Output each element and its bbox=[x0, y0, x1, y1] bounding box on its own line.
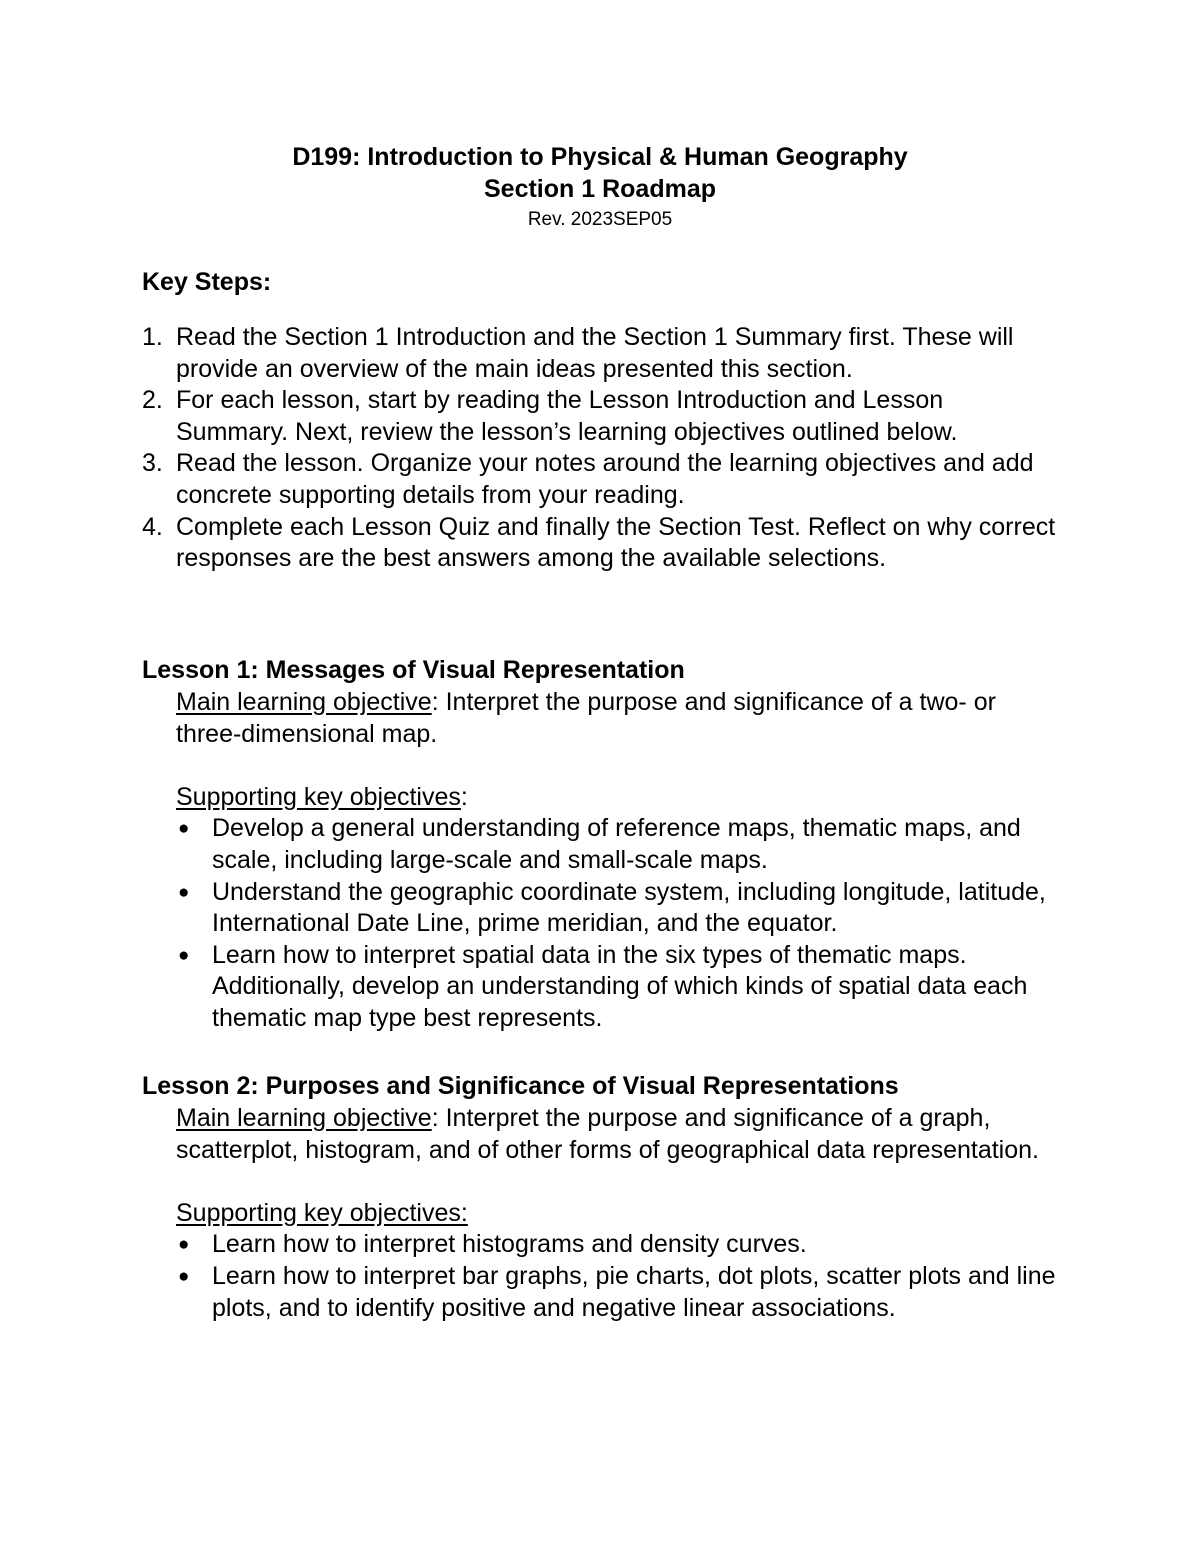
key-step-item bbox=[142, 385, 1062, 448]
supporting-objectives-list bbox=[176, 1229, 1062, 1324]
step-number: 4. bbox=[142, 512, 163, 541]
objective-bullet-item bbox=[176, 813, 1062, 876]
objective-bullet-text: Learn how to interpret histograms and density curves. bbox=[212, 1230, 807, 1259]
main-objective-text: Interpret the purpose and significance of a graph, scatterplot, histogram, and of other forms of geographical data representation. bbox=[176, 1104, 1039, 1164]
step-number: 2. bbox=[142, 386, 163, 415]
lesson-2-section bbox=[142, 1070, 1062, 1324]
main-objective-text: Interpret the purpose and significance of a two- or three-dimensional map. bbox=[176, 688, 996, 748]
main-objective-label-suffix: : bbox=[431, 1104, 439, 1132]
bullet-dot-icon: ● bbox=[178, 1234, 190, 1256]
key-step-item bbox=[142, 448, 1062, 511]
step-text: Read the Section 1 Introduction and the Section 1 Summary first. These will provide an overview of the main ideas presented this section. bbox=[176, 323, 1014, 383]
main-learning-objective bbox=[176, 1103, 1062, 1166]
lesson-2-body bbox=[142, 1103, 1062, 1324]
step-text: Complete each Lesson Quiz and finally the Section Test. Reflect on why correct responses are the best answers among the available selections. bbox=[176, 512, 1056, 573]
main-objective-label-suffix: : bbox=[431, 688, 439, 716]
supporting-label-suffix: : bbox=[460, 782, 468, 811]
key-steps-heading: Key Steps: bbox=[142, 268, 272, 296]
supporting-objectives-list bbox=[176, 813, 1062, 1034]
step-text: Read the lesson. Organize your notes around the learning objectives and add concrete supporting details from your reading. bbox=[176, 449, 1034, 509]
supporting-objectives-label bbox=[176, 1198, 1062, 1230]
revision-label: Rev. 2023SEP05 bbox=[527, 209, 673, 230]
key-step-item bbox=[142, 512, 1062, 575]
document-title: D199: Introduction to Physical & Human Geography bbox=[292, 143, 908, 171]
main-objective-label: Main learning objective bbox=[176, 1104, 432, 1132]
objective-bullet-text: Learn how to interpret bar graphs, pie charts, dot plots, scatter plots and line plots, and to identify positive and negative linear associations. bbox=[212, 1261, 1056, 1322]
objective-bullet-text: Develop a general understanding of reference maps, thematic maps, and scale, including large-scale and small-scale maps. bbox=[212, 814, 1021, 874]
supporting-label-text: Supporting key objectives bbox=[176, 782, 461, 811]
supporting-label-text: Supporting key objectives: bbox=[176, 1198, 468, 1227]
main-objective-label: Main learning objective bbox=[176, 688, 432, 716]
objective-bullet-item bbox=[176, 940, 1062, 1035]
key-steps-list bbox=[142, 322, 1062, 575]
bullet-dot-icon: ● bbox=[178, 818, 190, 840]
step-text: For each lesson, start by reading the Lesson Introduction and Lesson Summary. Next, review the lesson’s learning objectives outlined below. bbox=[176, 386, 958, 446]
bullet-dot-icon: ● bbox=[178, 881, 190, 903]
lesson-1-body bbox=[142, 687, 1062, 1035]
main-learning-objective bbox=[176, 687, 1062, 750]
step-number: 3. bbox=[142, 449, 163, 478]
objective-bullet-text: Understand the geographic coordinate system, including longitude, latitude, International Date Line, prime meridian, and the equator. bbox=[212, 877, 1046, 938]
lesson-1-title: Lesson 1: Messages of Visual Representation bbox=[142, 656, 685, 684]
bullet-dot-icon: ● bbox=[178, 944, 190, 966]
document-subtitle: Section 1 Roadmap bbox=[484, 175, 716, 203]
objective-bullet-text: Learn how to interpret spatial data in the six types of thematic maps. Additionally, develop an understanding of which kinds of spatial data each thematic map type best represents. bbox=[212, 940, 1028, 1032]
lesson-1-section bbox=[142, 654, 1062, 1035]
key-step-item bbox=[142, 322, 1062, 385]
objective-bullet-item bbox=[176, 1229, 1062, 1261]
step-number: 1. bbox=[142, 323, 163, 351]
objective-bullet-item bbox=[176, 1261, 1062, 1324]
supporting-objectives-label bbox=[176, 782, 1062, 814]
lesson-2-title: Lesson 2: Purposes and Significance of Visual Representations bbox=[142, 1072, 899, 1100]
bullet-dot-icon: ● bbox=[178, 1265, 190, 1287]
objective-bullet-item bbox=[176, 877, 1062, 940]
